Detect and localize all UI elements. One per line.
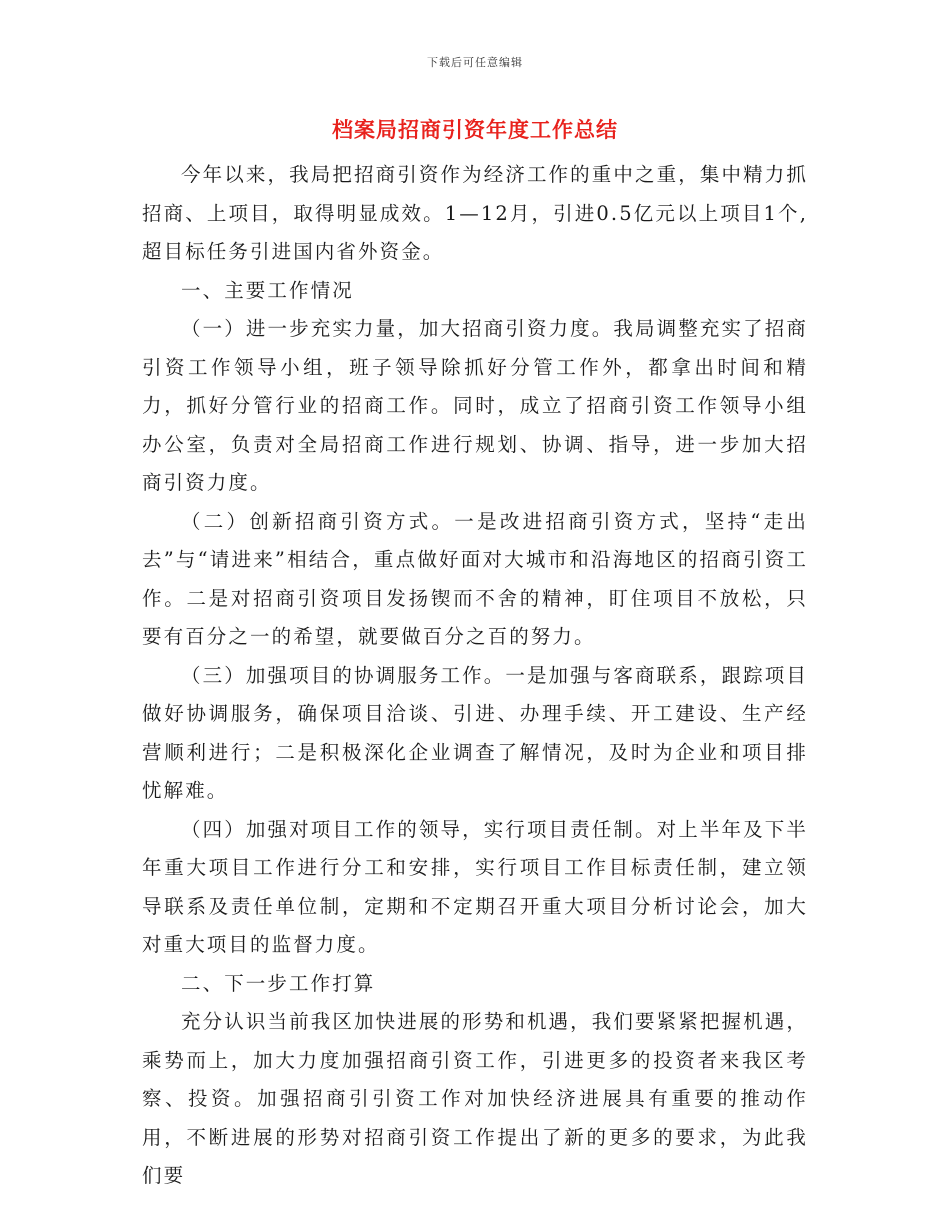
section-heading-next-steps: 二、下一步工作打算 (181, 971, 376, 995)
paragraph-item-3: （三）加强项目的协调服务工作。一是加强与客商联系，跟踪项目做好协调服务，确保项目洽谈、引进、办理手续、开工建设、生产经营顺利进行；二是积极深化企业调查了解情况，及时为企业和项目排忧解难。 (142, 663, 808, 802)
document-title: 档案局招商引资年度工作总结 (332, 118, 618, 142)
document-body (142, 156, 808, 1196)
paragraph-next-steps: 充分认识当前我区加快进展的形势和机遇，我们要紧紧把握机遇，乘势而上，加大力度加强招商引资工作，引进更多的投资者来我区考察、投资。加强招商引引资工作对加快经济进展具有重要的推动作用，不断进展的形势对招商引资工作提出了新的更多的要求，为此我们要 (142, 1010, 808, 1187)
section-heading-main-work: 一、主要工作情况 (181, 278, 354, 302)
paragraph-item-1: （一）进一步充实力量，加大招商引资力度。我局调整充实了招商引资工作领导小组，班子领导除抓好分管工作外，都拿出时间和精力，抓好分管行业的招商工作。同时，成立了招商引资工作领导小组办公室，负责对全局招商工作进行规划、协调、指导，进一步加大招商引资力度。 (142, 317, 808, 494)
header-note: 下载后可任意编辑 (427, 56, 523, 69)
paragraph-item-2: （二）创新招商引资方式。一是改进招商引资方式，坚持“走出去”与“请进来”相结合，重点做好面对大城市和沿海地区的招商引资工作。二是对招商引资项目发扬锲而不舍的精神，盯住项目不放松，只要有百分之一的希望，就要做百分之百的努力。 (142, 509, 808, 648)
paragraph-intro: 今年以来，我局把招商引资作为经济工作的重中之重，集中精力抓招商、上项目，取得明显成效。1—12月，引进0.5亿元以上项目1个,超目标任务引进国内省外资金。 (142, 163, 808, 263)
paragraph-item-4: （四）加强对项目工作的领导，实行项目责任制。对上半年及下半年重大项目工作进行分工和安排，实行项目工作目标责任制，建立领导联系及责任单位制，定期和不定期召开重大项目分析讨论会，加大对重大项目的监督力度。 (142, 817, 808, 956)
